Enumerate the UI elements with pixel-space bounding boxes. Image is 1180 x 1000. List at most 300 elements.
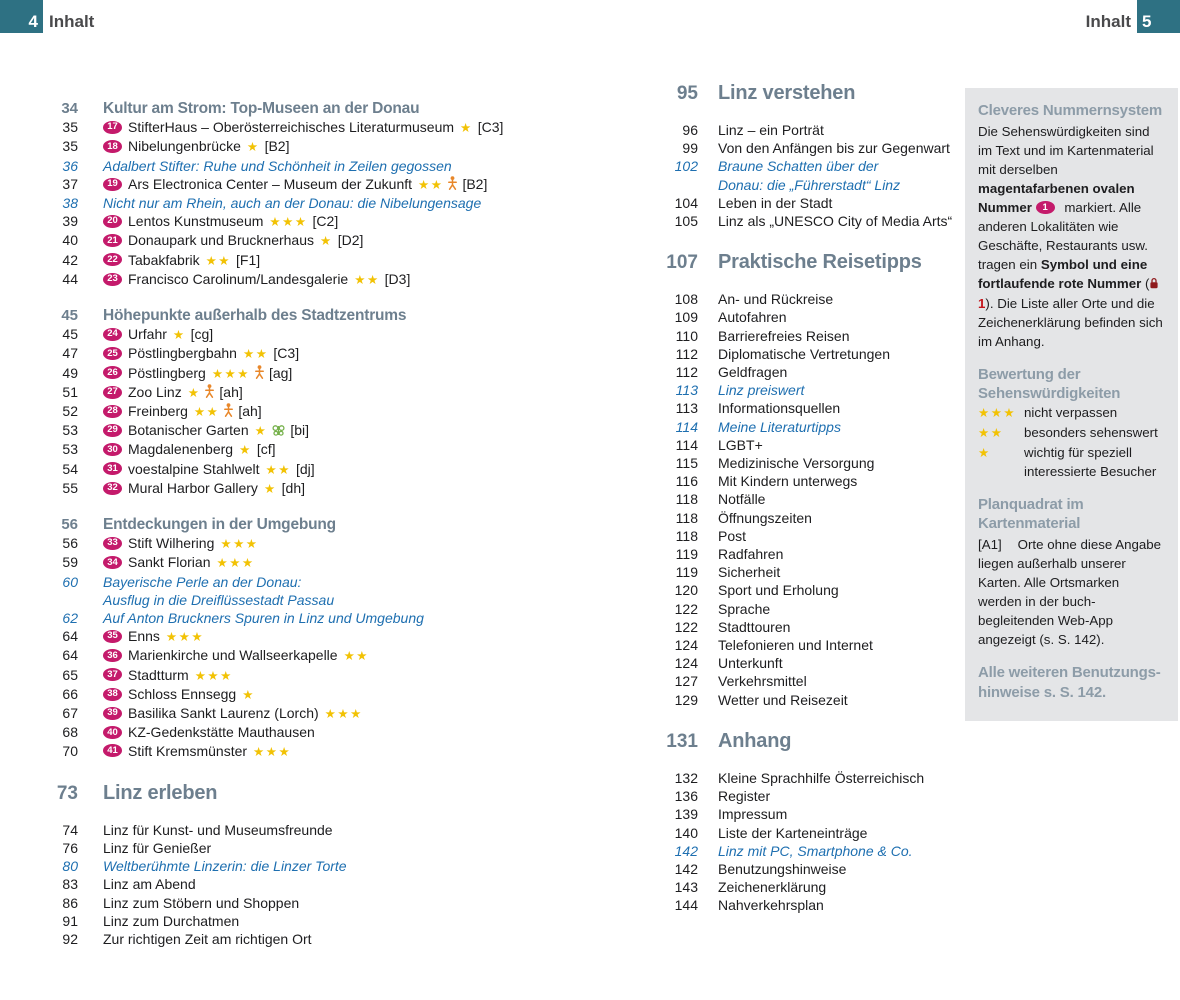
- essay-title: Meine Literaturtipps: [718, 418, 841, 435]
- entry-title: Mit Kindern unterwegs: [718, 473, 858, 490]
- entry-title: Sankt Florian: [128, 554, 211, 571]
- entry-content: [103, 460, 315, 479]
- page-number: 91: [62, 912, 78, 929]
- entry-title: Botanischer Garten: [128, 422, 249, 439]
- kid-icon: [205, 384, 214, 402]
- star-rating: ★★: [354, 272, 380, 287]
- page-number: 62: [62, 610, 78, 627]
- poi-badge: 26: [103, 366, 122, 379]
- entry-title: Linz am Abend: [103, 876, 196, 893]
- page-number: 65: [62, 666, 78, 683]
- page-number: 143: [674, 879, 698, 896]
- entry-title: Informationsquellen: [718, 400, 841, 417]
- toc-entry: [655, 769, 960, 787]
- entry-content: [103, 231, 363, 250]
- sidebar-text: Symbol und eine fortlaufende rote Nummer: [978, 257, 1148, 291]
- entry-title: Zur richtigen Zeit am richtigen Ort: [103, 930, 312, 947]
- sidebar-footer-note: Alle weiteren Benutzungs- hinweise s. S. 142.: [978, 664, 1161, 701]
- grid-reference: [B2]: [462, 175, 488, 192]
- essay-entry: [655, 418, 960, 436]
- page-number: 144: [674, 897, 698, 914]
- essay-entry: [655, 381, 960, 399]
- entry-content: [718, 563, 780, 581]
- right-page-number: 5: [1142, 12, 1152, 31]
- entry-content: [718, 636, 873, 654]
- page-number: 39: [62, 213, 78, 230]
- entry-title: Schloss Ennsegg: [128, 685, 237, 702]
- entry-title: Lentos Kunstmuseum: [128, 213, 264, 230]
- entry-content: [718, 896, 824, 914]
- page-number: 105: [674, 213, 698, 230]
- entry-content: [718, 618, 790, 636]
- essay-title: Ausflug in die Dreiflüssestadt Passau: [103, 591, 335, 608]
- page-number: 118: [675, 491, 698, 508]
- entry-content: [103, 344, 299, 363]
- page-number: 136: [674, 788, 698, 805]
- entry-title: Linz zum Stöbern und Shoppen: [103, 894, 300, 911]
- heading-title: Praktische Reisetipps: [718, 251, 922, 274]
- page-number: 114: [675, 436, 698, 453]
- toc-entry: [655, 399, 960, 417]
- toc-entry: [655, 121, 960, 139]
- entry-content: [718, 581, 839, 599]
- page-number: 124: [674, 637, 698, 654]
- toc-entry: [40, 325, 645, 344]
- poi-badge: 20: [103, 215, 122, 228]
- entry-content: [718, 345, 890, 363]
- rating-label: wichtig für speziell interessierte Besucher: [1024, 445, 1157, 479]
- page-number: 113: [675, 400, 698, 417]
- poi-badge: 30: [103, 443, 122, 456]
- toc-entry: [40, 231, 645, 250]
- entry-title: Nahverkehrsplan: [718, 897, 824, 914]
- grid-reference: [C3]: [477, 119, 504, 136]
- grid-reference: [C3]: [273, 345, 300, 362]
- entry-title: LGBT+: [718, 436, 763, 453]
- right-running-head: Inhalt: [1085, 12, 1131, 31]
- entry-content: [103, 364, 292, 383]
- page-number: 47: [62, 345, 78, 362]
- toc-entry: [40, 344, 645, 363]
- entry-content: [718, 472, 857, 490]
- page-number: 140: [674, 824, 698, 841]
- toc-entry: [655, 509, 960, 527]
- sidebar-text: magentafarbenen ovalen Nummer: [978, 181, 1135, 215]
- page-number: 73: [56, 782, 78, 804]
- page-number: 109: [674, 309, 698, 326]
- star-rating: ★★: [343, 649, 369, 664]
- entry-content: [103, 383, 243, 402]
- page-number: 112: [675, 364, 698, 381]
- star-rating: ★★: [418, 177, 444, 192]
- toc-entry: [655, 672, 960, 690]
- star-rating: ★: [187, 385, 201, 400]
- essay-entry: [40, 157, 645, 175]
- page-number: 116: [675, 473, 698, 490]
- entry-title: Wetter und Reisezeit: [718, 691, 848, 708]
- star-rating: ★★★: [194, 668, 233, 683]
- toc-entry: [655, 860, 960, 878]
- entry-content: [718, 308, 787, 326]
- toc-entry: [655, 490, 960, 508]
- toc-column-left: [40, 82, 645, 948]
- entry-title: Stadtturm: [128, 666, 189, 683]
- entry-content: [718, 878, 826, 896]
- poi-badge: 17: [103, 121, 122, 134]
- page-number: 36: [62, 157, 78, 174]
- page-number: 56: [61, 516, 78, 534]
- entry-title: Diplomatische Vertretungen: [718, 345, 890, 362]
- page-number: 142: [674, 860, 698, 877]
- entry-content: [718, 139, 950, 157]
- chapter-heading: [655, 730, 960, 753]
- entry-title: Barrierefreies Reisen: [718, 327, 850, 344]
- toc-entry: [40, 175, 645, 194]
- toc-entry: [40, 212, 645, 231]
- kid-icon: [224, 403, 233, 421]
- entry-title: An- und Rückreise: [718, 291, 834, 308]
- kid-icon: [255, 365, 264, 383]
- star-rating: ★★★: [220, 537, 259, 552]
- page-number: 112: [675, 345, 698, 362]
- entry-content: [718, 212, 952, 230]
- page-number: 115: [675, 455, 698, 472]
- poi-badge: 27: [103, 386, 122, 399]
- grid-reference-example: [A1]: [978, 537, 1002, 552]
- essay-entry: [40, 194, 645, 212]
- page-number: 110: [675, 327, 698, 344]
- toc-entry: [40, 894, 645, 912]
- toc-entry: [40, 251, 645, 270]
- entry-content: [718, 860, 846, 878]
- star-rating: ★: [172, 328, 186, 343]
- page-number: 64: [62, 647, 78, 664]
- toc-entry: [655, 618, 960, 636]
- toc-entry: [40, 627, 645, 646]
- right-page-number-box: [1137, 0, 1180, 33]
- poi-badge: 21: [103, 234, 122, 247]
- page-number: 45: [61, 307, 78, 325]
- toc-entry: [40, 137, 645, 156]
- entry-content: [718, 824, 867, 842]
- entry-content: [718, 527, 746, 545]
- page-number: 127: [674, 673, 698, 690]
- entry-content: [718, 545, 783, 563]
- toc-entry: [40, 723, 645, 741]
- sidebar-heading-ratings: Bewertung der Sehenswürdigkeiten: [978, 366, 1121, 402]
- entry-title: Benutzungshinweise: [718, 860, 847, 877]
- entry-content: [103, 742, 291, 761]
- entry-content: [103, 251, 260, 270]
- star-rating: ★★★: [253, 744, 292, 759]
- entry-content: [103, 704, 363, 723]
- essay-title: Nicht nur am Rhein, auch an der Donau: die Nibelungensage: [103, 195, 482, 212]
- toc-entry: [40, 553, 645, 572]
- entry-title: Zeichenerklärung: [718, 879, 827, 896]
- toc-entry: [655, 194, 960, 212]
- page-number: 119: [675, 564, 698, 581]
- poi-badge: 29: [103, 424, 122, 437]
- poi-badge: 41: [103, 744, 122, 757]
- toc-entry: [655, 581, 960, 599]
- essay-entry: [40, 857, 645, 875]
- page-number: 124: [674, 655, 698, 672]
- entry-content: [718, 363, 787, 381]
- toc-entry: [655, 290, 960, 308]
- toc-entry: [655, 472, 960, 490]
- heading-title: Linz erleben: [103, 781, 218, 804]
- page-number: 108: [674, 291, 698, 308]
- entry-title: Notfälle: [718, 491, 766, 508]
- star-rating: ★★: [193, 405, 220, 420]
- sidebar-text: ). Die Liste aller Orte und die Zeichenerklärung befinden sich im Anhang.: [978, 296, 1163, 349]
- rating-label: besonders sehenswert: [1024, 425, 1158, 440]
- kid-icon: [448, 176, 457, 194]
- page-number: 139: [674, 806, 698, 823]
- sidebar-text: (: [1141, 276, 1150, 291]
- star-rating: ★★★: [165, 630, 205, 645]
- star-rating: ★: [978, 446, 991, 460]
- toc-entry: [655, 454, 960, 472]
- poi-badge: 18: [103, 140, 122, 153]
- essay-title: Donau: die „Führerstadt“ Linz: [718, 176, 901, 193]
- entry-title: Linz als „UNESCO City of Media Arts“: [718, 213, 953, 230]
- page-number: 96: [682, 122, 698, 138]
- poi-badge: 24: [103, 328, 122, 341]
- page-number: 113: [675, 382, 698, 399]
- grid-reference: [B2]: [264, 138, 290, 155]
- rating-row: [978, 403, 1165, 423]
- star-rating: ★★: [265, 462, 291, 477]
- entry-content: [103, 137, 289, 156]
- page-number: 74: [62, 821, 78, 838]
- essay-entry: [655, 157, 960, 175]
- grid-reference: [cf]: [256, 441, 276, 458]
- entry-content: [103, 875, 196, 893]
- star-rating: ★: [242, 687, 255, 702]
- essay-title: Linz mit PC, Smartphone & Co.: [718, 842, 913, 859]
- page-number: 59: [62, 554, 78, 571]
- grid-reference: [cg]: [190, 326, 214, 343]
- entry-title: Impressum: [718, 806, 788, 823]
- toc-entry: [40, 646, 645, 665]
- toc-entry: [655, 878, 960, 896]
- star-rating: ★: [239, 443, 252, 458]
- grid-reference: [D3]: [384, 270, 411, 287]
- entry-title: Linz – ein Porträt: [718, 122, 824, 138]
- heading-title: Entdeckungen in der Umgebung: [103, 516, 336, 534]
- page-number: 53: [62, 422, 78, 439]
- grid-reference: [ah]: [238, 403, 262, 420]
- entry-title: Register: [718, 788, 771, 805]
- heading-title: Anhang: [718, 729, 792, 752]
- star-rating: ★★★: [211, 366, 250, 381]
- star-rating: ★★★: [978, 406, 1017, 420]
- sidebar-text: Die Sehenswürdigkeiten sind im Text und im Kartenmaterial mit derselben: [978, 124, 1154, 177]
- toc-entry: [40, 118, 645, 137]
- essay-entry: [40, 609, 645, 627]
- entry-title: Leben in der Stadt: [718, 194, 833, 211]
- page-number: 40: [62, 232, 78, 249]
- essay-entry: [655, 176, 960, 194]
- entry-content: [718, 769, 924, 787]
- entry-title: Basilika Sankt Laurenz (Lorch): [128, 705, 319, 722]
- page-number: 70: [62, 742, 78, 759]
- poi-badge: 39: [103, 707, 122, 720]
- poi-badge: 34: [103, 556, 122, 569]
- toc-entry: [40, 930, 645, 948]
- toc-entry: [655, 527, 960, 545]
- poi-badge: 32: [103, 482, 122, 495]
- heading-title: Höhepunkte außerhalb des Stadtzentrums: [103, 307, 407, 325]
- usage-notes-sidebar: [965, 88, 1178, 721]
- entry-content: [103, 212, 338, 231]
- toc-column-right: [655, 82, 960, 915]
- toc-entry: [655, 787, 960, 805]
- entry-content: [718, 290, 833, 308]
- poi-badge: 28: [103, 405, 122, 418]
- poi-badge: 19: [103, 178, 122, 191]
- lock-icon: [1149, 277, 1159, 292]
- toc-entry: [655, 308, 960, 326]
- toc-entry: [40, 534, 645, 553]
- entry-content: [103, 894, 299, 912]
- butterfly-icon: [272, 422, 285, 440]
- toc-entry: [40, 912, 645, 930]
- grid-reference: [dh]: [281, 479, 306, 496]
- page-number: 122: [674, 618, 698, 635]
- toc-entry: [40, 666, 645, 685]
- entry-title: Unterkunft: [718, 655, 783, 672]
- entry-content: [103, 402, 262, 421]
- entry-content: [718, 490, 765, 508]
- poi-badge: 35: [103, 630, 122, 643]
- page-number: 68: [62, 724, 78, 741]
- heading-title: Linz verstehen: [718, 82, 856, 104]
- star-rating: ★★: [978, 426, 1004, 440]
- page-number: 80: [62, 858, 78, 875]
- star-rating: ★★★: [216, 556, 255, 571]
- toc-entry: [655, 824, 960, 842]
- entry-content: [718, 121, 824, 139]
- toc-entry: [655, 654, 960, 672]
- page-number: 37: [62, 175, 78, 192]
- entry-title: Von den Anfängen bis zur Gegenwart: [718, 140, 950, 157]
- chapter-heading: [655, 251, 960, 274]
- toc-entry: [655, 600, 960, 618]
- poi-badge: 33: [103, 537, 122, 550]
- left-page-number-box: [0, 0, 43, 33]
- entry-title: Zoo Linz: [128, 383, 182, 400]
- toc-entry: [40, 821, 645, 839]
- toc-entry: [40, 270, 645, 289]
- sidebar-paragraph-numbering: [978, 122, 1165, 351]
- grid-reference: [F1]: [236, 251, 261, 268]
- entry-content: [718, 600, 770, 618]
- heading-title: Kultur am Strom: Top-Museen an der Donau: [103, 100, 420, 117]
- page-number: 118: [675, 527, 698, 544]
- toc-entry: [40, 875, 645, 893]
- toc-entry: [40, 704, 645, 723]
- entry-content: [103, 325, 213, 344]
- entry-title: Liste der Karteneinträge: [718, 824, 868, 841]
- entry-title: Medizinische Versorgung: [718, 455, 875, 472]
- page-number: 119: [675, 546, 698, 563]
- entry-content: [718, 787, 770, 805]
- entry-content: [718, 399, 840, 417]
- page-number: 64: [62, 628, 78, 645]
- page-number: 51: [62, 383, 78, 400]
- section-heading: [40, 307, 645, 325]
- entry-title: Enns: [128, 628, 160, 645]
- essay-title: Auf Anton Bruckners Spuren in Linz und Umgebung: [103, 610, 424, 627]
- poi-badge: 37: [103, 668, 122, 681]
- toc-entry: [40, 364, 645, 383]
- essay-entry: [40, 591, 645, 609]
- entry-title: Stift Wilhering: [128, 535, 215, 552]
- sidebar-text: markiert. Alle anderen Lokalitäten wie Geschäfte, Restaurants usw. tragen ein: [978, 200, 1148, 272]
- toc-entry: [40, 742, 645, 761]
- essay-title: Bayerische Perle an der Donau:: [103, 573, 302, 590]
- entry-title: Sicherheit: [718, 564, 781, 581]
- entry-content: [718, 672, 807, 690]
- entry-content: [718, 509, 812, 527]
- toc-entry: [40, 383, 645, 402]
- toc-entry: [40, 460, 645, 479]
- sidebar-heading-numbering: Cleveres Nummernsystem: [978, 102, 1163, 119]
- poi-badge: 36: [103, 649, 122, 662]
- entry-title: KZ-Gedenkstätte Mauthausen: [128, 724, 315, 741]
- entry-content: [103, 646, 369, 665]
- entry-content: [103, 553, 255, 572]
- entry-content: [103, 479, 305, 498]
- star-rating: ★: [263, 481, 277, 496]
- left-running-head: Inhalt: [49, 12, 95, 31]
- entry-title: Linz zum Durchatmen: [103, 912, 240, 929]
- page-number: 83: [62, 876, 78, 893]
- page-number: 122: [674, 600, 698, 617]
- poi-badge: 38: [103, 688, 122, 701]
- star-rating: ★★: [205, 253, 232, 268]
- poi-badge: 22: [103, 253, 122, 266]
- toc-entry: [40, 402, 645, 421]
- page-number: 60: [62, 573, 78, 590]
- entry-title: Radfahren: [718, 546, 784, 563]
- essay-entry: [40, 573, 645, 591]
- grid-reference: [D2]: [337, 232, 364, 249]
- entry-title: Geldfragen: [718, 364, 788, 381]
- rating-row: [978, 443, 1165, 481]
- toc-entry: [40, 839, 645, 857]
- toc-entry: [655, 327, 960, 345]
- essay-title: Linz preiswert: [718, 382, 805, 399]
- entry-title: Sprache: [718, 600, 771, 617]
- star-rating: ★★★: [269, 215, 308, 230]
- chapter-heading: [655, 82, 960, 105]
- toc-entry: [655, 545, 960, 563]
- entry-title: Urfahr: [128, 326, 167, 343]
- sidebar-heading-grid: Planquadrat im Kartenmaterial: [978, 496, 1084, 532]
- toc-entry: [655, 139, 960, 157]
- entry-title: Magdalenenberg: [128, 441, 234, 458]
- entry-content: [103, 930, 312, 948]
- page-number: 67: [62, 705, 78, 722]
- entry-title: Stadttouren: [718, 618, 791, 635]
- entry-title: Pöstlingbergbahn: [128, 345, 237, 362]
- rating-row: [978, 423, 1165, 443]
- entry-content: [103, 421, 309, 440]
- entry-content: [103, 685, 255, 704]
